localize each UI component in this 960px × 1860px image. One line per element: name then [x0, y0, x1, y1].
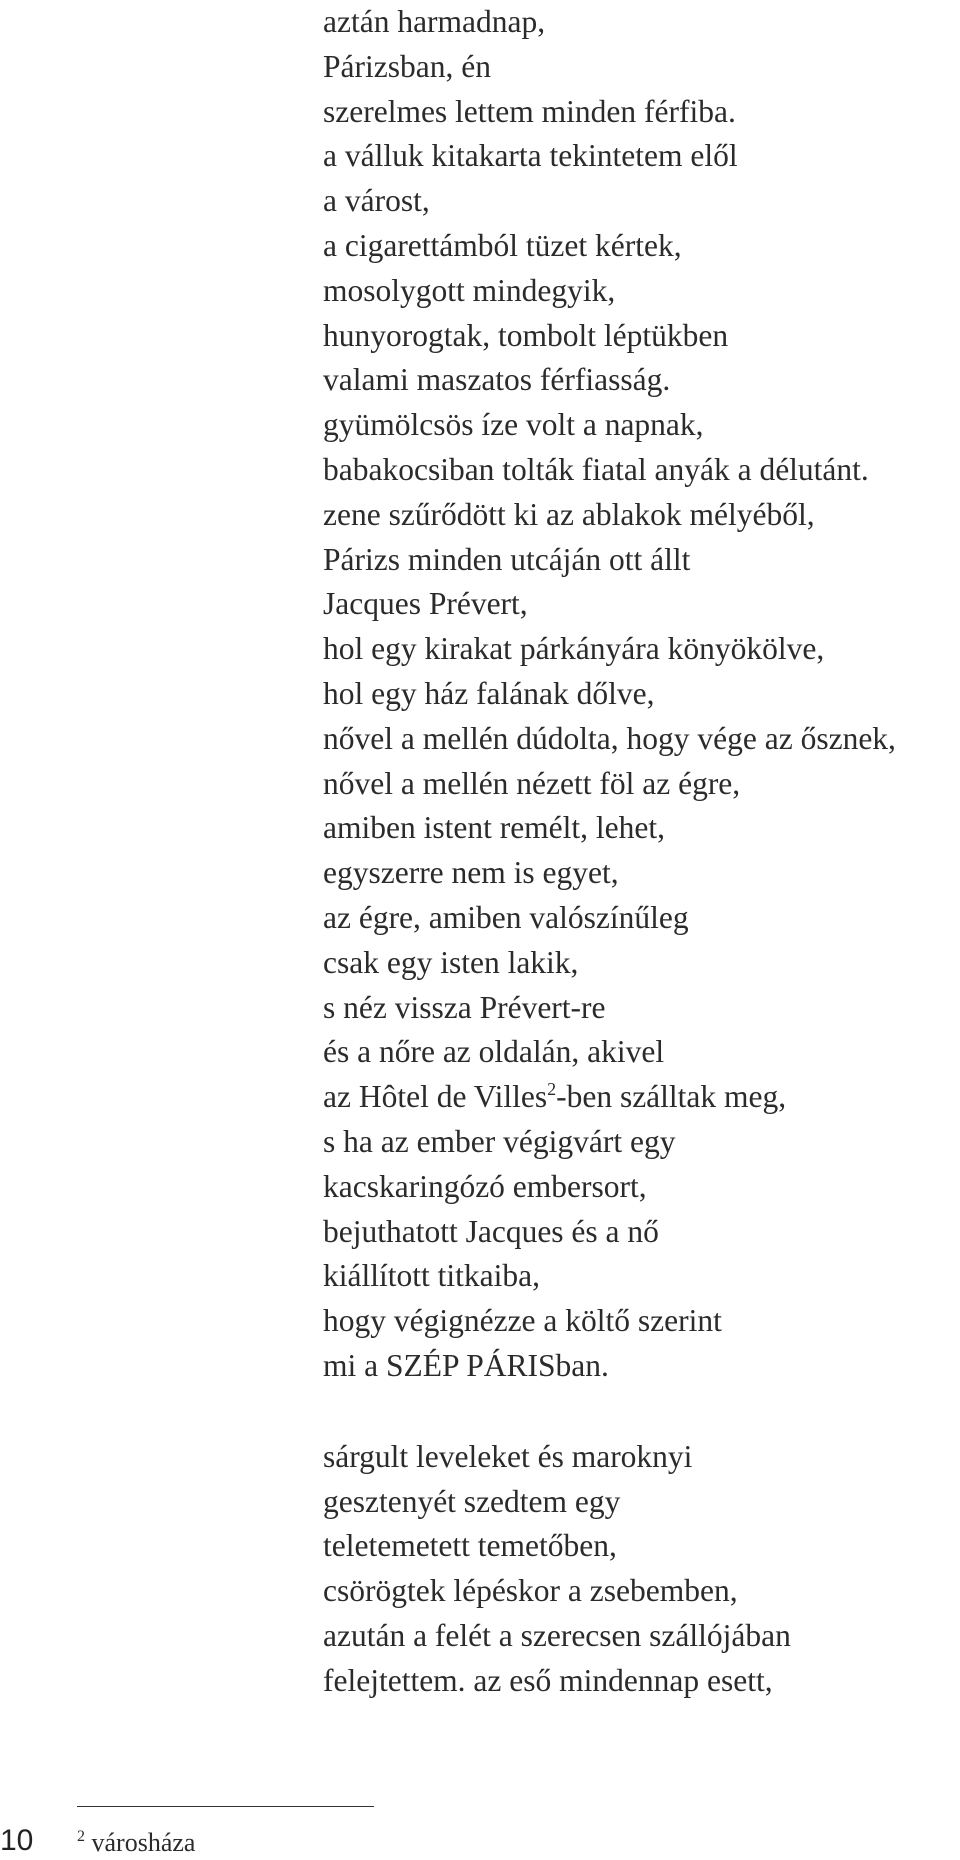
poem-line: s néz vissza Prévert-re [323, 989, 606, 1025]
poem-line: valami maszatos férfiasság. [323, 362, 671, 398]
poem-line: azután a felét a szerecsen szállójában [323, 1617, 791, 1653]
poem-line: Párizsban, én [323, 48, 491, 84]
poem-text [323, 0, 953, 1703]
page-number: 10 [0, 1824, 34, 1857]
poem-line: felejtettem. az eső mindennap esett, [323, 1662, 773, 1698]
stanza-1 [323, 0, 953, 1389]
poem-line: gesztenyét szedtem egy [323, 1483, 621, 1519]
poem-line: kiállított titkaiba, [323, 1258, 540, 1294]
footnote-divider [77, 1806, 374, 1807]
poem-line: gyümölcsös íze volt a napnak, [323, 407, 704, 443]
poem-line: zene szűrődött ki az ablakok mélyéből, [323, 496, 815, 532]
poem-line: hol egy ház falának dőlve, [323, 675, 655, 711]
poem-line: hunyorogtak, tombolt léptükben [323, 317, 729, 353]
footnote-reference: 2 [547, 1079, 557, 1100]
footnote-marker: 2 [77, 1828, 85, 1845]
poem-line: az égre, amiben valószínűleg [323, 899, 689, 935]
poem-line: csak egy isten lakik, [323, 944, 579, 980]
poem-line: Párizs minden utcáján ott állt [323, 541, 691, 577]
poem-line: hol egy kirakat párkányára könyökölve, [323, 631, 825, 667]
poem-line: teletemetett temetőben, [323, 1528, 617, 1564]
poem-line: a várost, [323, 183, 430, 219]
poem-line-hotel [323, 1075, 953, 1120]
poem-line: s ha az ember végigvárt egy [323, 1123, 676, 1159]
poem-line: nővel a mellén nézett föl az égre, [323, 765, 741, 801]
poem-line: kacskaringózó embersort, [323, 1168, 647, 1204]
poem-line: szerelmes lettem minden férfiba. [323, 93, 736, 129]
poem-line: mosolygott mindegyik, [323, 272, 616, 308]
poem-line: aztán harmadnap, [323, 4, 546, 39]
poem-line: bejuthatott Jacques és a nő [323, 1213, 659, 1249]
poem-line: a válluk kitakarta tekintetem elől [323, 138, 738, 174]
poem-line: a cigarettámból tüzet kértek, [323, 227, 682, 263]
poem-line: és a nőre az oldalán, akivel [323, 1034, 665, 1070]
poem-line: nővel a mellén dúdolta, hogy vége az ősznek, [323, 720, 896, 756]
footnote-text: városháza [85, 1828, 196, 1857]
hotel-line-text: az Hôtel de Villes [323, 1079, 548, 1115]
poem-line: sárgult leveleket és maroknyi [323, 1438, 693, 1474]
poem-line: amiben istent remélt, lehet, [323, 810, 666, 846]
stanza-2 [323, 1435, 953, 1704]
poem-line: egyszerre nem is egyet, [323, 855, 619, 891]
poem-line: hogy végignézze a költő szerint [323, 1303, 722, 1339]
poem-line: mi a SZÉP PÁRISban. [323, 1347, 609, 1383]
poem-line: babakocsiban tolták fiatal anyák a délutánt. [323, 451, 869, 487]
poem-line: Jacques Prévert, [323, 586, 528, 622]
hotel-line-text-end: -ben szálltak meg, [556, 1079, 787, 1115]
poem-line: csörögtek lépéskor a zsebemben, [323, 1573, 738, 1609]
footnote [77, 1828, 195, 1858]
